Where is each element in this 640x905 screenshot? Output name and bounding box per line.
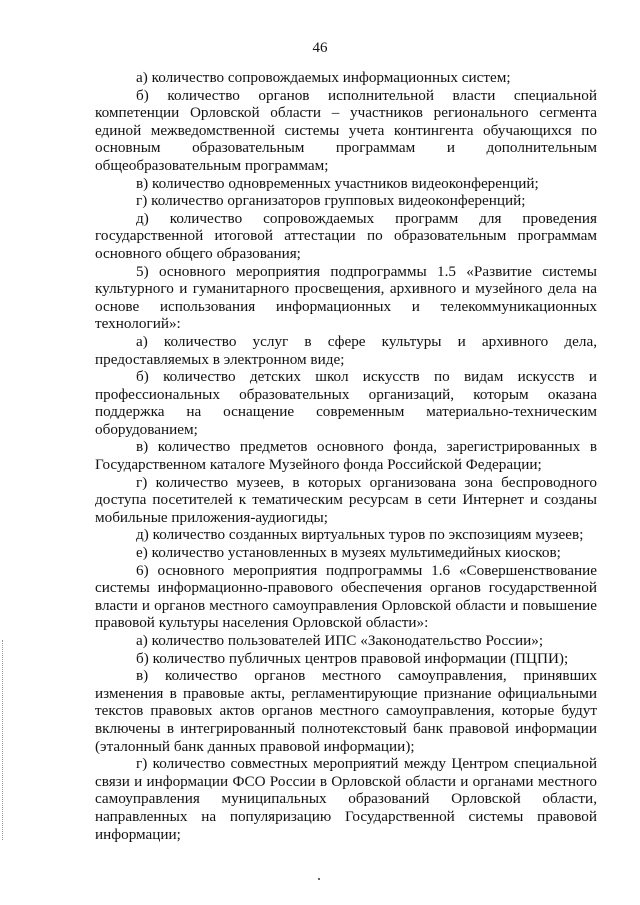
paragraph: а) количество пользователей ИПС «Законодательство России»; [136,632,544,649]
paragraph: д) количество созданных виртуальных туров по экспозициям музеев; [136,526,584,544]
paragraph: в) количество предметов основного фонда, зарегистрированных в Государственном каталоге Музейного фонда Российской Федерации; [95,438,597,474]
paragraph: б) количество публичных центров правовой информации (ПЦПИ); [136,649,569,667]
paragraph: г) количество организаторов групповых видеоконференций; [136,192,526,210]
paragraph: г) количество музеев, в которых организована зона беспроводного доступа посетителей к тематическим ресурсам в сети Интернет и созданы мобильные приложения-аудиогиды; [95,473,597,526]
paragraph: д) количество сопровождаемых программ для проведения государственной итоговой аттестации по образовательным программам основного общего образования; [95,209,597,262]
paragraph: г) количество совместных мероприятий между Центром специальной связи и информации ФСО России в Орловской области и органами местного самоуправления муниципальных образований Орловской области, направленных на популяризацию Государственной системы правовой информации; [95,755,597,843]
scan-dot-mark [318,878,320,880]
document-body [95,69,597,843]
paragraph: 6) основного мероприятия подпрограммы 1.6 «Совершенствование системы информационно-правового обеспечения органов государственной власти и органов местного самоуправления Орловской области и повышение правовой культуры населения Орловской области»: [95,561,597,632]
paragraph: в) количество органов местного самоуправления, принявших изменения в правовые акты, регламентирующие признание официальными текстов правовых актов органов местного самоуправления, которые будут включены в интегрированный полнотекстовый банк правовой информации (эталонный банк данных правовой информации); [95,667,597,755]
paragraph: б) количество органов исполнительной власти специальной компетенции Орловской области – участников регионального сегмента единой межведомственной системы учета контингента обучающихся по основным образовательным программам и дополнительным общеобразовательным программам; [95,86,597,174]
page-number: 46 [312,40,328,56]
paragraph: е) количество установленных в музеях мультимедийных киосков; [136,544,561,562]
paragraph: а) количество услуг в сфере культуры и архивного дела, предоставляемых в электронном виде; [95,332,597,368]
paragraph: в) количество одновременных участников видеоконференций; [136,174,539,192]
paragraph: а) количество сопровождаемых информационных систем; [136,69,511,86]
scan-margin-mark [2,640,7,840]
paragraph: б) количество детских школ искусств по видам искусств и профессиональных образовательных организаций, которым оказана поддержка на оснащение современным материально-техническим оборудованием; [95,368,597,438]
paragraph: 5) основного мероприятия подпрограммы 1.5 «Развитие системы культурного и гуманитарного просвещения, архивного и музейного дела на основе использования информационных и телекоммуникационных технологий»: [95,262,597,333]
